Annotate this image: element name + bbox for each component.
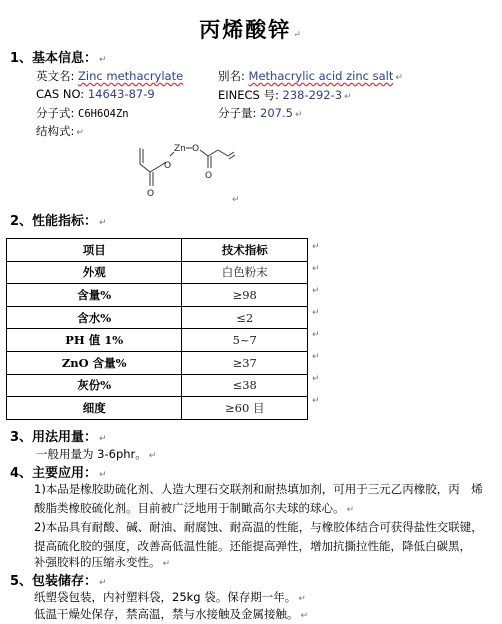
table-cell-item: 外观 <box>7 261 182 284</box>
einecs-value: 238-292-3 <box>282 88 343 102</box>
para-mark: ↵ <box>300 611 309 621</box>
zn-atom-label: Zn <box>174 144 186 154</box>
para-mark: ↵ <box>298 594 306 604</box>
pack-text: 纸塑袋包装，内衬塑料袋，25kg 袋。保存期一年。 <box>34 590 297 604</box>
para-mark: ↵ <box>99 470 107 480</box>
para-mark: ↵ <box>294 110 303 120</box>
heading-text: 2、性能指标： <box>10 214 98 229</box>
structure-label-text: 结构式: <box>36 124 75 138</box>
spec-table <box>6 238 308 420</box>
para-mark: ↵ <box>162 559 171 569</box>
apps-para1-line1 <box>34 480 483 499</box>
usage-text: 一般用量为 3-6phr。 <box>36 447 147 461</box>
alias-value: Methacrylic acid zinc salt <box>248 69 394 83</box>
para-mark: ↵ <box>344 92 352 102</box>
table-row <box>7 374 308 397</box>
section-perf-heading <box>10 210 107 229</box>
section-apps-heading <box>10 462 107 481</box>
apps-para2-line1 <box>34 518 483 537</box>
formula-row <box>36 105 129 121</box>
table-cell-spec: 白色粉末 <box>182 261 308 284</box>
table-cell-item: 含量% <box>7 284 182 307</box>
table-cell-item: 细度 <box>7 397 182 420</box>
mw-row <box>218 105 303 121</box>
oxygen-atom-label-right: O <box>192 144 200 154</box>
heading-text: 4、主要应用： <box>10 466 98 481</box>
english-name-value: Zinc methacrylate <box>78 69 184 83</box>
apps-text: 提高硫化胶的强度，改善高低温性能。还能提高弹性，增加抗撕拉性能，降低白碳黑， <box>34 539 471 553</box>
cas-value: 14643-87-9 <box>87 87 155 101</box>
para-mark: ↵ <box>99 434 107 444</box>
para-mark: ↵ <box>99 218 107 228</box>
para-mark: ↵ <box>312 308 320 318</box>
para-mark: ↵ <box>312 264 320 274</box>
heading-text: 3、用法用量： <box>10 430 98 445</box>
para-mark: ↵ <box>346 505 355 515</box>
pack-line2 <box>34 606 308 622</box>
table-row <box>7 329 308 352</box>
table-cell-spec: ≥98 <box>182 284 308 307</box>
pack-text: 低温干燥处保存，禁高温，禁与水接触及金属接触。 <box>34 607 299 621</box>
para-mark: ↵ <box>312 330 320 340</box>
formula-value: C6H6O4Zn <box>78 108 129 120</box>
einecs-row <box>218 87 352 103</box>
apps-text: 1)本品是橡胶助硫化剂、人造大理石交联剂和耐热填加剂，可用于三元乙丙橡胶，丙 烯 <box>34 482 483 496</box>
para-mark: ↵ <box>312 242 320 252</box>
english-name-row <box>36 68 183 84</box>
table-cell-spec: ≥37 <box>182 351 308 374</box>
cas-row <box>36 87 155 101</box>
pack-line1 <box>34 589 306 605</box>
para-mark: ↵ <box>312 396 320 406</box>
document-title <box>0 14 502 44</box>
table-cell-item: PH 值 1% <box>7 329 182 352</box>
table-cell-item: ZnO 含量% <box>7 351 182 374</box>
para-mark: ↵ <box>293 30 303 40</box>
table-cell-item: 灰份% <box>7 374 182 397</box>
usage-line <box>36 446 156 462</box>
para-mark: ↵ <box>312 374 320 384</box>
para-mark: ↵ <box>232 195 240 205</box>
section-usage-heading <box>10 426 107 445</box>
formula-label: 分子式: <box>36 106 75 120</box>
carbonyl-oxygen-label-right: O <box>205 171 213 181</box>
para-mark: ↵ <box>148 451 157 461</box>
carbonyl-oxygen-label-left: O <box>147 189 155 199</box>
table-row <box>7 261 308 284</box>
mw-label: 分子量: <box>218 106 257 120</box>
table-cell-item: 含水% <box>7 306 182 329</box>
para-mark: ↵ <box>312 286 320 296</box>
alias-label: 别名: <box>218 69 245 83</box>
apps-para1-line2 <box>34 499 354 520</box>
oxygen-atom-label-left: O <box>164 161 172 171</box>
heading-text: 5、包装储存： <box>10 574 98 589</box>
einecs-label: EINECS 号: <box>218 88 279 102</box>
table-cell-spec: ≥60 目 <box>182 397 308 420</box>
table-row <box>7 351 308 374</box>
mw-value: 207.5 <box>260 106 293 120</box>
table-cell-spec: 5~7 <box>182 329 308 352</box>
para-mark: ↵ <box>312 352 320 362</box>
section-basic-heading <box>10 47 107 66</box>
table-header-cell: 项目 <box>7 239 182 262</box>
title-text: 丙烯酸锌 <box>199 17 292 42</box>
heading-text: 1、基本信息： <box>10 51 98 66</box>
apps-text: 酸脂类橡胶硫化剂。目前被广泛地用于制瞰高尔夫球的球心。 <box>34 501 345 515</box>
table-cell-spec: ≤2 <box>182 306 308 329</box>
apps-text: 2)本品具有耐酸、碱、耐油、耐腐蚀、耐高温的性能，与橡胶体结合可获得盐性交联键， <box>34 520 483 534</box>
structural-formula-image <box>130 138 240 204</box>
cas-label: CAS NO: <box>36 87 85 101</box>
table-row <box>7 306 308 329</box>
apps-text: 补强胶料的压缩永变性。 <box>34 555 161 569</box>
para-mark: ↵ <box>395 73 403 83</box>
alias-row <box>218 68 403 84</box>
table-row <box>7 284 308 307</box>
english-name-label: 英文名: <box>36 69 75 83</box>
table-header-row <box>7 239 308 262</box>
table-header-cell: 技术指标 <box>182 239 308 262</box>
table-row <box>7 397 308 420</box>
para-mark: ↵ <box>99 55 107 65</box>
section-pack-heading <box>10 570 107 589</box>
structure-label <box>36 123 84 139</box>
para-mark: ↵ <box>99 578 107 588</box>
para-mark: ↵ <box>76 128 84 138</box>
table-cell-spec: ≤38 <box>182 374 308 397</box>
